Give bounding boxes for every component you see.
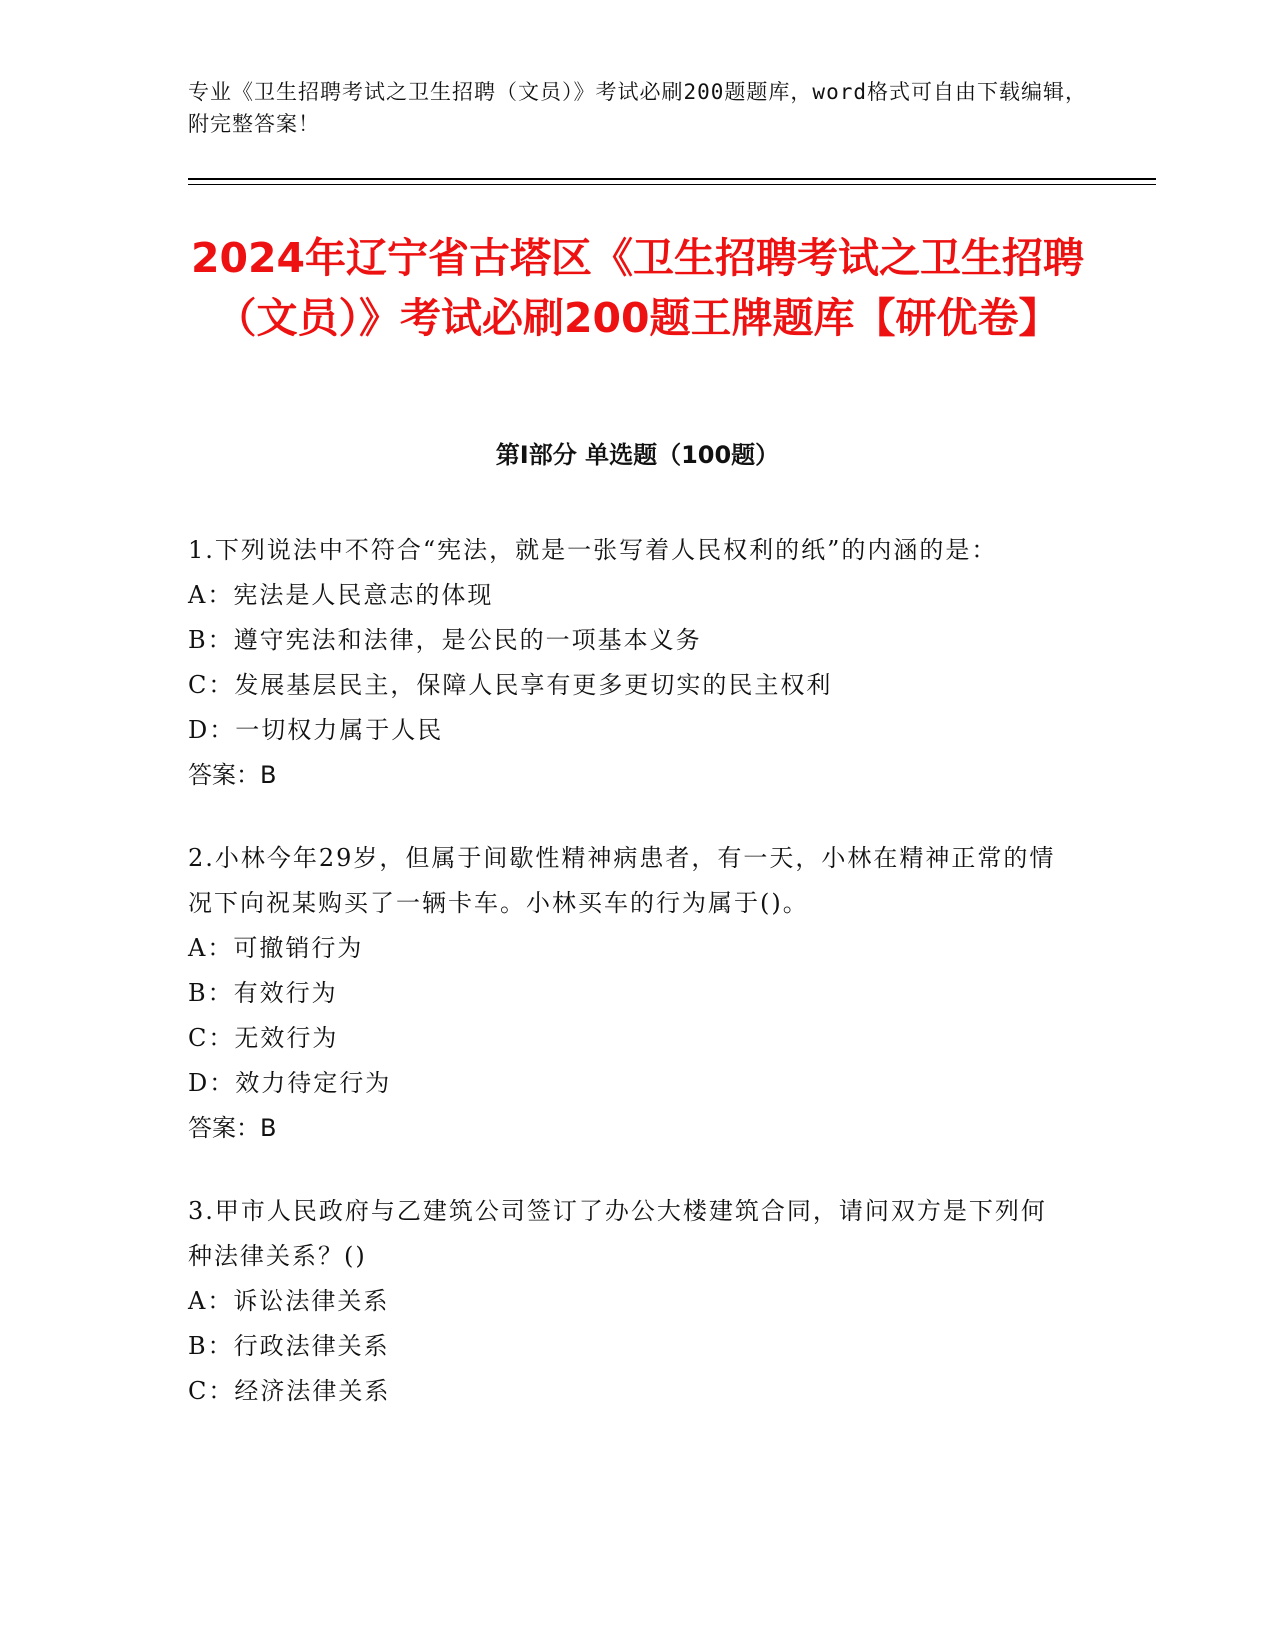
option-d: D：一切权力属于人民 (188, 716, 444, 744)
header-rule-thick (188, 178, 1156, 180)
option-a: A：宪法是人民意志的体现 (188, 581, 494, 609)
question-stem: 1.下列说法中不符合“宪法，就是一张写着人民权利的纸”的内涵的是： (188, 536, 998, 564)
option-b: B：有效行为 (188, 979, 338, 1007)
option-c: C：无效行为 (188, 1024, 339, 1052)
document-title: 2024年辽宁省古塔区《卫生招聘考试之卫生招聘（文员）》考试必刷200题王牌题库【研优卷】 (190, 234, 1085, 342)
option-c: C：经济法律关系 (188, 1377, 391, 1405)
option-b: B：行政法律关系 (188, 1332, 390, 1360)
header-rule-thin (188, 184, 1156, 185)
question-2 (188, 836, 1068, 1151)
option-b: B：遵守宪法和法律，是公民的一项基本义务 (188, 626, 702, 654)
question-1 (188, 528, 1068, 798)
question-3 (188, 1189, 1068, 1414)
option-d: D：效力待定行为 (188, 1069, 392, 1097)
answer: 答案：B (188, 1114, 277, 1142)
option-a: A：可撤销行为 (188, 934, 364, 962)
section-title: 第I部分 单选题（100题） (495, 441, 780, 469)
question-stem: 2.小林今年29岁，但属于间歇性精神病患者，有一天，小林在精神正常的情况下向祝某购买了一辆卡车。小林买车的行为属于()。 (188, 844, 1056, 917)
option-a: A：诉讼法律关系 (188, 1287, 390, 1315)
header-note: 专业《卫生招聘考试之卫生招聘（文员）》考试必刷200题题库，word格式可自由下载编辑，附完整答案！ (188, 80, 1087, 136)
question-stem: 3.甲市人民政府与乙建筑公司签订了办公大楼建筑合同，请问双方是下列何种法律关系？() (188, 1197, 1047, 1270)
option-c: C：发展基层民主，保障人民享有更多更切实的民主权利 (188, 671, 833, 699)
question-list (188, 528, 1068, 1452)
answer: 答案：B (188, 761, 277, 789)
